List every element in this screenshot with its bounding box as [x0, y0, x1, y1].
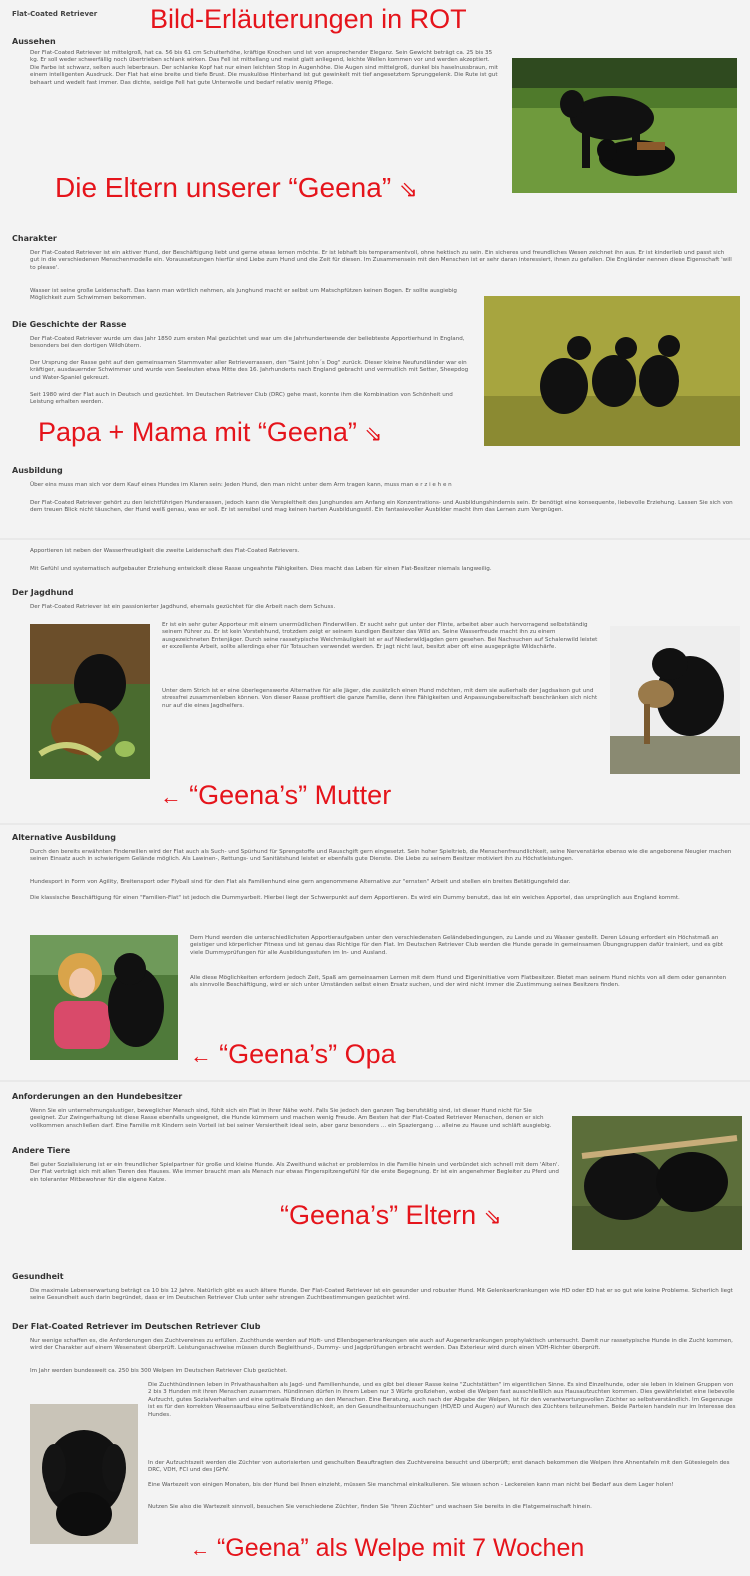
heading-charakter: Charakter [12, 234, 57, 243]
caption-parents [55, 172, 418, 204]
caption-puppy-text: “Geena” als Welpe mit 7 Wochen [216, 1534, 585, 1562]
text-drc-3: Die Zuchthündinnen leben in Privathaushalten als Jagd- und Familienhunde, und es gibt bei dieser Rasse keine "Zuchtstätten" im eigentlichen Sinne. Es sind Einzelhunde, oder sie leben in kleinen Gruppen von 2 bis 3 Hunden mit ihren Menschen zusammen. Hündinnen dürfen in ihrem Leben nur 3 Würfe großziehen, wobei die Welpen fast ausschließlich aus Hausaufzuchten kommen. Dies gewährleistet eine liebevolle Aufzucht, gutes Sozialverhalten und eine optimale Bindung an den Menschen. Eine Beratung, auch nach der Abgabe der Welpen, ist für den verantwortungsvollen Züchter so selbstverständlich. Im Gegenzuge ist es für den korrekten Wesensaufbau eine Selbstverständlichkeit, an den Gesundheitsuntersuchungen (HD/ED und Augen) auf Wunsch des Züchters teilzunehmen. Beide Parteien handeln nur im Interesse des Hundes. [148, 1382, 736, 1418]
text-drc-6: Nutzen Sie also die Wartezeit sinnvoll, besuchen Sie verschiedene Züchter, finden Sie "Ihren Züchter" und wachsen Sie bereits in die Flatgemeinschaft hinein. [148, 1504, 592, 1510]
text-aussehen: Der Flat-Coated Retriever ist mittelgroß, hat ca. 56 bis 61 cm Schulterhöhe, kräftige Knochen und ist von ansprechender Eleganz. Sein Gewicht beträgt ca. 25 bis 35 kg. Er soll weder schwerfällig noch übertrieben schlank wirken. Das Fell ist mittellang und meist glatt anliegend, leichte Wellen kommen vor und werden akzeptiert. Die Farbe ist schwarz, selten auch leberbraun. Der schlanke Kopf hat nur einen leichten Stop in Augenhöhe. Die Augen sind mittelgroß, dunkel bis haselnussbraun, mit einem intelligenten Ausdruck. Der Flat hat eine breite und tiefe Brust. Die muskulöse Hinterhand ist gut gewinkelt mit tief angesetztem Sprunggelenk. Die Rute ist gut behaart und wedelt fast immer. Das dichte, seidige Fell hat gute Unterwolle und bedarf relativ wenig Pflege. [30, 50, 499, 86]
text-geschichte-3: Seit 1980 wird der Flat auch in Deutsch und gezüchtet. Im Deutschen Retriever Club (DRC) gehe mast, konnte ihm die Kombination von Schönheit und Leistung erhalten werden. [30, 392, 453, 406]
caption-puppy [190, 1534, 584, 1563]
photo-puppy [30, 1404, 138, 1544]
caption-mother-text: “Geena’s” Mutter [189, 780, 392, 810]
curved-right-arrow-icon: ⇘ [364, 421, 383, 446]
heading-anforderungen: Anforderungen an den Hundebesitzer [12, 1092, 183, 1101]
curved-right-arrow-icon: ⇘ [398, 177, 418, 202]
text-geschichte-1: Der Flat-Coated Retriever wurde um das Jahr 1850 zum ersten Mal gezüchtet und war um die Jahrhundertwende der beliebteste Apportierhund in England, besonders bei den dortigen Wildhütern. [30, 336, 465, 350]
caption-papa-mama [38, 417, 383, 448]
heading-ausbildung: Ausbildung [12, 466, 63, 475]
text-alternative-2: Hundesport in Form von Agility, Breitensport oder Flyball sind für den Flat als Familienhund eine gern angenommene Alternative zur "ernsten" Arbeit und stellen ein breites Betätigungsfeld dar. [30, 879, 571, 885]
photo-child-with-dog [30, 935, 178, 1060]
text-charakter: Der Flat-Coated Retriever ist ein aktiver Hund, der Beschäftigung liebt und gerne etwas lernen möchte. Er ist lebhaft bis temperamentvoll, ohne hektisch zu sein. Ein sicheres und freundliches Wesen zeichnet ihn aus. Er ist kinderlieb und passt sich gut in die verschiedenen Menschenmodelle ein. Voraussetzungen hierfür sind Liebe zum Hund und die Zeit für diesen. Im Zusammensein mit den Menschen ist er sehr daran interessiert, ihnen zu gefallen. Die Engländer nennen diese Eigenschaft 'will to please'. [30, 250, 732, 271]
text-alternative-4: Dem Hund werden die unterschiedlichsten Apportieraufgaben unter den verschiedensten Geländebedingungen, zu Lande und zu Wasser gestellt. Deren Lösung erfordert ein Höchstmaß an geistiger und körperlicher Fitness und ist genau das Richtige für den Flat. Im Deutschen Retriever Club werden die Hunde gerade in gemeinsamen Übungsgruppen dafür trainiert, und es gibt viele Dummyprüfungen für alle Ausbildungsstufen im In- und Ausland. [190, 935, 724, 956]
heading-alternative: Alternative Ausbildung [12, 833, 116, 842]
doc-title: Flat-Coated Retriever [12, 10, 98, 18]
photo-three-dogs [484, 296, 740, 446]
caption-grandpa-text: “Geena’s” Opa [219, 1039, 396, 1069]
text-intro-2: Mit Gefühl und systematisch aufgebauter Erziehung entwickelt diese Rasse ungeahnte Fähigkeiten. Dies macht das Leben für einen Flat-Besitzer niemals langweilig. [30, 566, 492, 572]
text-gesundheit: Die maximale Lebenserwartung beträgt ca 10 bis 12 Jahre. Natürlich gibt es auch ältere Hunde. Der Flat-Coated Retriever ist ein gesunder und robuster Hund. Mit Gelenkserkrankungen wie HD oder ED hat er so gut wie keine Probleme. Sicherlich liegt seine Gesundheit auch darin begründet, dass er im Deutschen Retriever Club unter sehr strengen Zuchtbestimmungen gezüchtet wird. [30, 1288, 733, 1302]
left-arrow-icon: ← [160, 784, 182, 809]
text-jagdhund-0: Der Flat-Coated Retriever ist ein passionierter Jagdhund, ehemals gezüchtet für die Arbeit nach dem Schuss. [30, 604, 336, 610]
text-drc-5: Eine Wartezeit von einigen Monaten, bis der Hund bei Ihnen einzieht, müssen Sie manchmal einkalkulieren. Sie wissen schon - Leckereien kann man nicht bei Bedarf aus dem Lager holen! [148, 1482, 674, 1488]
caption-geena-parents [280, 1200, 502, 1231]
heading-drc: Der Flat-Coated Retriever im Deutschen Retriever Club [12, 1322, 261, 1331]
heading-aussehen: Aussehen [12, 37, 56, 46]
caption-geena-parents-text: “Geena’s” Eltern [280, 1200, 477, 1230]
text-jagdhund-1: Er ist ein sehr guter Apporteur mit einem unermüdlichen Finderwillen. Er sucht sehr gut unter der Flinte, arbeitet aber auch hervorragend selbstständig seinem Führer zu. Er ist kein Vorstehhund, trotzdem zeigt er seinem kundigen Besitzer das Wild an. Seine Wasserfreude macht ihn zu einem ausgezeichneten Entenjäger. Durch seine rassetypische Weichmäuligkeit ist er auf Niederwildjagden gern gesehen. Bei Nachsuchen auf Schalenwild leistet er exzellente Arbeit, sollte allerdings eher für Totsuchen verwendet werden. Er jagt nicht laut, besitzt aber oft eine ausgeprägte Wildschärfe. [162, 622, 598, 651]
banner-caption: Bild-Erläuterungen in ROT [150, 4, 467, 34]
page-4 [0, 1082, 750, 1576]
page-1 [0, 0, 750, 538]
photo-dog-with-bird [30, 624, 150, 779]
caption-parents-text: Die Eltern unserer “Geena” [55, 172, 392, 203]
text-drc-4: In der Aufzuchtszeit werden die Züchter von autorisierten und geschulten Beauftragten des Zuchtvereins besucht und überprüft; erst danach bekommen die Welpen ihre Ahnentafeln mit den Gütesiegeln des DRC, VDH, FCI und des JGHV. [148, 1460, 730, 1474]
page-2 [0, 540, 750, 823]
text-anforderungen: Wenn Sie ein unternehmungslustiger, beweglicher Mensch sind, fühlt sich ein Flat in Ihrer Nähe wohl. Falls Sie jedoch den ganzen Tag berufstätig sind, ist dieser Hund nicht für Sie geeignet. Zur Zwingerhaltung ist diese Rasse ebenfalls ungeeignet, die Hunde kümmern und machen wenig Freude. Am Besten hat der Flat-Coated Retriever Menschen, denen er sich vollkommen anschließen darf. Eine Familie mit Kindern sein Vorteil ist bei seiner Versiertheit ideal sein, aber ganz besonders ... ein Spaziergang ... alleine zu Hause und schläft ausgiebig. [30, 1108, 552, 1129]
photo-dog-with-pheasant [610, 626, 740, 774]
page-3 [0, 825, 750, 1080]
caption-papa-mama-text: Papa + Mama mit “Geena” [38, 417, 357, 447]
text-geschichte-2: Der Ursprung der Rasse geht auf den gemeinsamen Stammvater aller Retrieverrassen, den "Saint John´s Dog" zurück. Dieser kleine Neufundländer war ein kräftiger, ausdauernder Schwimmer und wurde von Seeleuten etwa Mitte des 16. Jahrhunderts nach England gebracht und vermutlich mit Setter, Sheepdog und Water-Spaniel gekreuzt. [30, 360, 469, 381]
left-arrow-icon: ← [190, 1539, 210, 1561]
caption-grandpa [190, 1039, 396, 1070]
text-drc-1: Nur wenige schaffen es, die Anforderungen des Zuchtvereines zu erfüllen. Zuchthunde werden auf Hüft- und Ellenbogenerkrankungen wie auch auf Augenerkrankungen prophylaktisch untersucht. Damit nur rassetypische Hunde in die Zucht kommen, wird der Charakter auf einem Wesenstest überprüft. Leistungsnachweise müssen durch Begleithund-, Dummy- und Jagdprüfungen erbracht werden. Das Exterieur wird durch einen VDH-Richter überprüft. [30, 1338, 733, 1352]
text-charakter-2: Wasser ist seine große Leidenschaft. Das kann man wörtlich nehmen, als Junghund macht er selbst um Matschpfützen keinen Bogen. Er sollte ausgiebig Möglichkeit zum Schwimmen bekommen. [30, 288, 457, 302]
text-alternative-3: Die klassische Beschäftigung für einen "Familien-Flat" ist jedoch die Dummyarbeit. Hierbei liegt der Schwerpunkt auf dem Apportieren. Es wird ein Dummy benutzt, das ist ein weiches Apportel, das ursprünglich aus England kommt. [30, 895, 680, 901]
heading-andere-tiere: Andere Tiere [12, 1146, 71, 1155]
caption-mother [160, 780, 391, 811]
photo-dogs-with-stick [572, 1116, 742, 1250]
text-ausbildung-2: Der Flat-Coated Retriever gehört zu den leichtführigen Hunderassen, jedoch kann die Verspieltheit des Junghundes am Anfang ein Konzentrations- und Ausbildungshindernis sein. Er benötigt eine konsequente, liebevolle Erziehung. Lassen Sie sich von dem treuen Blick nicht täuschen, der Hund weiß genau, was er soll. Er ist sensibel und mag keinen harten Ausbildungsstil. Ein fantasievoller Ausbilder macht ihm das Lernen zum Vergnügen. [30, 500, 733, 514]
heading-gesundheit: Gesundheit [12, 1272, 64, 1281]
heading-jagdhund: Der Jagdhund [12, 588, 74, 597]
text-drc-2: Im Jahr werden bundesweit ca. 250 bis 300 Welpen im Deutschen Retriever Club gezüchtet. [30, 1368, 288, 1374]
text-ausbildung-1: Über eins muss man sich vor dem Kauf eines Hundes im Klaren sein: Jeden Hund, den man nicht unter dem Arm tragen kann, muss man e r z i e h e n [30, 482, 452, 488]
text-jagdhund-2: Unter dem Strich ist er eine überlegenswerte Alternative für alle Jäger, die zusätzlich einen Hund möchten, mit dem sie außerhalb der Jagdsaison gut und stressfrei zusammenleben können. Von dieser Rasse profitiert die ganze Familie, denn ihre Fähigkeiten und Anpassungsbereitschaft beschränken sich nicht nur auf die eines Jagdhelfers. [162, 688, 598, 709]
text-intro-1: Apportieren ist neben der Wasserfreudigkeit die zweite Leidenschaft des Flat-Coated Retrievers. [30, 548, 300, 554]
heading-geschichte: Die Geschichte der Rasse [12, 320, 127, 329]
text-alternative-5: Alle diese Möglichkeiten erfordern jedoch Zeit, Spaß am gemeinsamen Lernen mit dem Hund und Eigeninitiative vom Flatbesitzer. Bietet man seinem Hund nichts von all dem oder genannten als sinnvolle Beschäftigung, wird er sich unter Umständen selbst einen Ersatz suchen, und der wird nicht immer die Zustimmung seines Besitzers finden. [190, 975, 727, 989]
text-andere-tiere: Bei guter Sozialisierung ist er ein freundlicher Spielpartner für große und kleine Hunde. Als Zweithund wächst er problemlos in die Familie hinein und verbündet sich schnell mit dem 'Alten'. Der Flat verträgt sich mit allen Tieren des Hauses. Wie immer braucht man als Mensch nur etwas Fingerspitzengefühl für die erste Begegnung. Er ist ein angenehmer Begleiter zu Pferd und ein toleranter Mitbewohner für die eigene Katze. [30, 1162, 560, 1183]
curved-right-arrow-icon: ⇘ [483, 1204, 502, 1229]
left-arrow-icon: ← [190, 1043, 212, 1068]
photo-parents [512, 58, 737, 193]
text-alternative-1: Durch den bereits erwähnten Finderwillen wird der Flat auch als Such- und Spürhund für Sprengstoffe und Rauschgift gern eingesetzt. Sein hoher Spieltrieb, die Menschenfreundlichkeit, seine Nervenstärke ebenso wie die angeborene Neugier machen seinen Einsatz auch in schwierigem Gelände möglich. Als Lawinen-, Rettungs- und Sanitätshund leistet er ebenfalls gute Dienste. Die Liebe zu seinem Besitzer motiviert ihn zu Höchstleistungen. [30, 849, 732, 863]
